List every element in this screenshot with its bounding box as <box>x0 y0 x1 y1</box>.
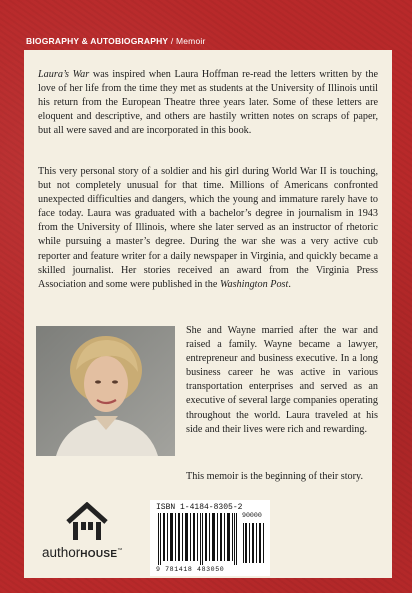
intro-text: was inspired when Laura Hoffman re-read the letters written by the love of her life from the time they met as students at the University of Illinois until his return from the European Theatre three years later. Some of these letters are eloquent and descriptive, and others are hastily written notes on scraps of paper, but all were saved and are incorporated in this book. <box>38 69 378 137</box>
family-paragraph: She and Wayne married after the war and raised a family. Wayne became a lawyer, entrepreneur and business executive. In a long business career he was active in various transportation enterprises and served as an executive of several large companies operating throughout the world. Laura traveled at his side and their lives were rich and rewarding. <box>186 325 378 435</box>
isbn-barcode <box>150 500 270 576</box>
house-icon <box>64 502 110 542</box>
book-title: Laura’s War <box>38 69 90 80</box>
category-label <box>26 36 206 46</box>
story-end: . <box>288 278 291 290</box>
publisher-name: authorHOUSE™ <box>42 545 123 560</box>
back-cover-panel <box>24 50 392 578</box>
story-text: This very personal story of a soldier and his girl during World War II is touching, but not completely unusual for that time. Millions of Americans confronted unexpected difficulties and dangers, which the young and immature rarely have to face today. Laura was graduated with a bachelor’s degree in journalism in 1943 from the University of Illinois, where she later served as an instructor of rhetoric while pursuing a master’s degree. During the war she was a very active cub reporter and feature writer for a daily newspaper in Virginia, and quickly became a skilled journalist. Her stories received an award from the Virginia Press Association and some were published in the <box>38 166 378 290</box>
closing-paragraph: This memoir is the beginning of their story. <box>186 471 364 482</box>
barcode-bars <box>156 513 266 567</box>
publisher-logo <box>42 502 132 574</box>
author-photo <box>36 326 175 456</box>
category-main: BIOGRAPHY & AUTOBIOGRAPHY <box>26 36 169 46</box>
story-paragraph <box>38 165 378 292</box>
isbn-number: ISBN 1-4184-8305-2 <box>156 503 243 512</box>
barcode-number: 9 781418 483050 <box>156 566 225 573</box>
publication-name: Washington Post <box>219 278 289 290</box>
category-sub: / Memoir <box>168 36 206 46</box>
price-code: 90000 <box>242 512 262 519</box>
intro-paragraph <box>38 68 378 138</box>
